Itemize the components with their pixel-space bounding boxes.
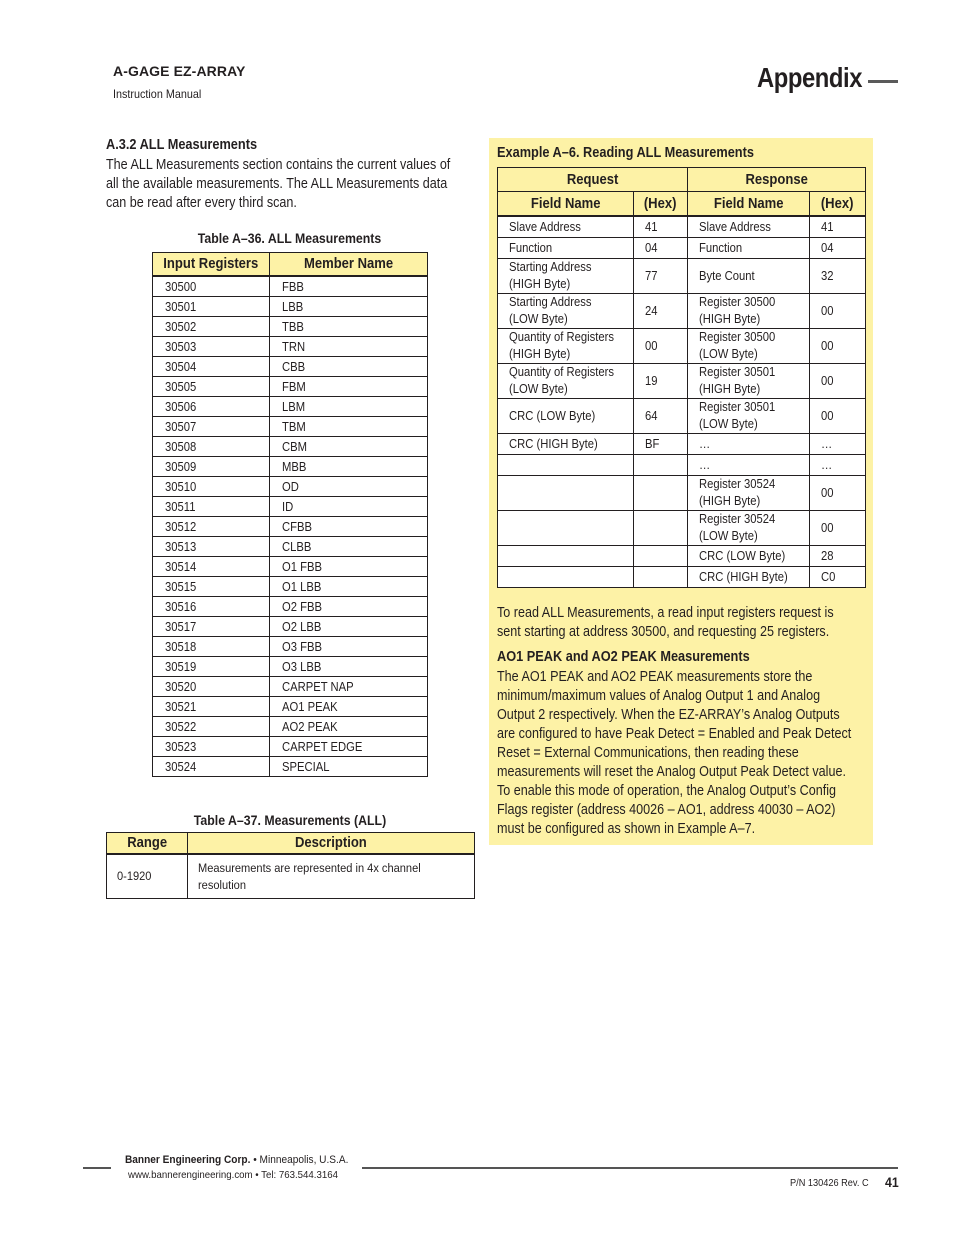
- member-cell: ID: [270, 497, 428, 517]
- request-hex-cell: [634, 455, 688, 476]
- table-row: [498, 546, 866, 567]
- example-title: Example A–6. Reading ALL Measurements: [497, 145, 754, 161]
- register-cell: 30507: [153, 417, 270, 437]
- register-cell: 30506: [153, 397, 270, 417]
- request-field-cell: Quantity of Registers (HIGH Byte): [498, 329, 634, 364]
- table-row: [153, 657, 428, 677]
- product-name: A-GAGE EZ-ARRAY: [113, 63, 246, 79]
- response-hex-cell: 04: [810, 238, 866, 259]
- column-header-range: Range: [107, 833, 188, 855]
- register-cell: 30521: [153, 697, 270, 717]
- table-row: [498, 399, 866, 434]
- response-field-cell: CRC (LOW Byte): [688, 546, 810, 567]
- request-hex-header: (Hex): [634, 192, 688, 217]
- table-row: [153, 317, 428, 337]
- request-field-cell: CRC (HIGH Byte): [498, 434, 634, 455]
- request-hex-cell: 19: [634, 364, 688, 399]
- table-row: [153, 457, 428, 477]
- table-row: [153, 357, 428, 377]
- section-heading: A.3.2 ALL Measurements: [106, 137, 258, 153]
- request-field-cell: [498, 476, 634, 511]
- table-row: [153, 417, 428, 437]
- company-location: • Minneapolis, U.S.A.: [250, 1154, 349, 1166]
- footer-rule-left: [83, 1167, 111, 1169]
- request-hex-cell: [634, 476, 688, 511]
- register-cell: 30523: [153, 737, 270, 757]
- table-row: [153, 737, 428, 757]
- member-cell: O3 FBB: [270, 637, 428, 657]
- member-cell: MBB: [270, 457, 428, 477]
- register-cell: 30500: [153, 276, 270, 297]
- member-cell: CLBB: [270, 537, 428, 557]
- register-cell: 30513: [153, 537, 270, 557]
- member-cell: LBM: [270, 397, 428, 417]
- register-cell: 30519: [153, 657, 270, 677]
- example-request-response-table: [497, 167, 866, 588]
- register-cell: 30511: [153, 497, 270, 517]
- member-cell: CARPET NAP: [270, 677, 428, 697]
- ao-peak-heading: AO1 PEAK and AO2 PEAK Measurements: [497, 649, 750, 665]
- member-cell: AO2 PEAK: [270, 717, 428, 737]
- table-row: [153, 757, 428, 777]
- column-header-description: Description: [188, 833, 475, 855]
- table-row: [153, 537, 428, 557]
- response-field-name-header: Field Name: [688, 192, 810, 217]
- range-cell: 0-1920: [107, 854, 188, 899]
- register-cell: 30516: [153, 597, 270, 617]
- response-hex-cell: 00: [810, 511, 866, 546]
- member-cell: O2 LBB: [270, 617, 428, 637]
- table-row: [153, 697, 428, 717]
- response-hex-cell: 32: [810, 259, 866, 294]
- response-hex-cell: 28: [810, 546, 866, 567]
- request-hex-cell: [634, 511, 688, 546]
- register-cell: 30515: [153, 577, 270, 597]
- register-cell: 30524: [153, 757, 270, 777]
- footer-company: [125, 1154, 348, 1166]
- request-group-header: Request: [498, 168, 688, 192]
- request-hex-cell: [634, 567, 688, 588]
- response-group-header: Response: [688, 168, 866, 192]
- table-row: [498, 364, 866, 399]
- response-field-cell: CRC (HIGH Byte): [688, 567, 810, 588]
- description-cell: Measurements are represented in 4x channel resolution: [188, 854, 475, 899]
- request-hex-cell: BF: [634, 434, 688, 455]
- register-cell: 30503: [153, 337, 270, 357]
- table-row: [153, 557, 428, 577]
- table-37-caption: Table A–37. Measurements (ALL): [193, 812, 387, 828]
- request-hex-cell: 00: [634, 329, 688, 364]
- register-cell: 30520: [153, 677, 270, 697]
- register-cell: 30504: [153, 357, 270, 377]
- response-field-cell: Register 30501 (HIGH Byte): [688, 364, 810, 399]
- table-row: [153, 397, 428, 417]
- member-cell: TBB: [270, 317, 428, 337]
- table-row: [153, 517, 428, 537]
- example-paragraph: To read ALL Measurements, a read input registers request is sent starting at address 30500, and requesting 25 registers.: [497, 605, 834, 640]
- ao-peak-body: The AO1 PEAK and AO2 PEAK measurements store the minimum/maximum values of Analog Output 1 and Analog Output 2 respectively. When the EZ-ARRAY’s Analog Outputs are configured to have Peak Detect = Enabled and Peak Detect Reset = External Communications, then reading these measurements will reset the Analog Output Peak Detect value. To enable this mode of operation, the Analog Output’s Config Flags register (address 40026 – AO1, address 40030 – AO2) must be configured as shown in Example A–7.: [497, 669, 852, 837]
- response-hex-cell: …: [810, 455, 866, 476]
- register-cell: 30518: [153, 637, 270, 657]
- response-hex-cell: 41: [810, 216, 866, 238]
- table-row: [153, 377, 428, 397]
- response-field-cell: …: [688, 434, 810, 455]
- member-cell: O1 LBB: [270, 577, 428, 597]
- request-field-name-header: Field Name: [498, 192, 634, 217]
- footer-contact: www.bannerengineering.com • Tel: 763.544.3164: [128, 1169, 338, 1181]
- request-field-cell: [498, 546, 634, 567]
- request-field-cell: Starting Address (LOW Byte): [498, 294, 634, 329]
- response-field-cell: Function: [688, 238, 810, 259]
- member-cell: O1 FBB: [270, 557, 428, 577]
- table-row: [498, 216, 866, 238]
- table-36-caption: Table A–36. ALL Measurements: [197, 230, 382, 246]
- section-title: Appendix: [757, 62, 863, 93]
- register-cell: 30505: [153, 377, 270, 397]
- request-field-cell: CRC (LOW Byte): [498, 399, 634, 434]
- member-cell: OD: [270, 477, 428, 497]
- manual-subtitle: Instruction Manual: [113, 87, 202, 101]
- all-measurements-table: [152, 252, 428, 777]
- response-hex-cell: 00: [810, 329, 866, 364]
- request-field-cell: [498, 455, 634, 476]
- register-cell: 30522: [153, 717, 270, 737]
- page-number: 41: [885, 1174, 899, 1190]
- table-row: [498, 238, 866, 259]
- table-row: [498, 511, 866, 546]
- table-row: [153, 337, 428, 357]
- request-hex-cell: 77: [634, 259, 688, 294]
- column-header-member-name: Member Name: [270, 253, 428, 277]
- member-cell: CBM: [270, 437, 428, 457]
- member-cell: TRN: [270, 337, 428, 357]
- table-row: [498, 434, 866, 455]
- member-cell: AO1 PEAK: [270, 697, 428, 717]
- response-hex-cell: 00: [810, 364, 866, 399]
- request-hex-cell: 41: [634, 216, 688, 238]
- request-hex-cell: 64: [634, 399, 688, 434]
- member-cell: O3 LBB: [270, 657, 428, 677]
- request-field-cell: [498, 511, 634, 546]
- response-field-cell: Byte Count: [688, 259, 810, 294]
- register-cell: 30512: [153, 517, 270, 537]
- request-hex-cell: [634, 546, 688, 567]
- table-row: [153, 637, 428, 657]
- register-cell: 30502: [153, 317, 270, 337]
- table-row: [498, 567, 866, 588]
- measurements-range-table: [106, 832, 475, 899]
- table-row: [107, 854, 475, 899]
- footer-rule-right: [362, 1167, 898, 1169]
- request-field-cell: Slave Address: [498, 216, 634, 238]
- response-field-cell: Register 30501 (LOW Byte): [688, 399, 810, 434]
- response-field-cell: Register 30500 (LOW Byte): [688, 329, 810, 364]
- register-cell: 30514: [153, 557, 270, 577]
- part-number: P/N 130426 Rev. C: [790, 1178, 869, 1189]
- member-cell: FBB: [270, 276, 428, 297]
- member-cell: O2 FBB: [270, 597, 428, 617]
- request-field-cell: Quantity of Registers (LOW Byte): [498, 364, 634, 399]
- table-row: [153, 617, 428, 637]
- member-cell: LBB: [270, 297, 428, 317]
- section-body: The ALL Measurements section contains the current values of all the available measurements. The ALL Measurements data can be read after every third scan.: [106, 157, 451, 211]
- register-cell: 30510: [153, 477, 270, 497]
- column-header-input-registers: Input Registers: [153, 253, 270, 277]
- member-cell: CARPET EDGE: [270, 737, 428, 757]
- response-field-cell: Register 30524 (HIGH Byte): [688, 476, 810, 511]
- response-field-cell: Slave Address: [688, 216, 810, 238]
- response-field-cell: Register 30500 (HIGH Byte): [688, 294, 810, 329]
- register-cell: 30517: [153, 617, 270, 637]
- response-hex-cell: …: [810, 434, 866, 455]
- response-field-cell: …: [688, 455, 810, 476]
- response-hex-cell: 00: [810, 294, 866, 329]
- register-cell: 30501: [153, 297, 270, 317]
- member-cell: SPECIAL: [270, 757, 428, 777]
- table-row: [153, 717, 428, 737]
- member-cell: FBM: [270, 377, 428, 397]
- register-cell: 30509: [153, 457, 270, 477]
- register-cell: 30508: [153, 437, 270, 457]
- request-hex-cell: 04: [634, 238, 688, 259]
- company-name: Banner Engineering Corp.: [125, 1154, 251, 1166]
- response-hex-cell: C0: [810, 567, 866, 588]
- member-cell: TBM: [270, 417, 428, 437]
- table-row: [153, 297, 428, 317]
- table-row: [498, 329, 866, 364]
- table-row: [153, 276, 428, 297]
- response-field-cell: Register 30524 (LOW Byte): [688, 511, 810, 546]
- request-hex-cell: 24: [634, 294, 688, 329]
- table-row: [498, 294, 866, 329]
- table-row: [153, 437, 428, 457]
- table-row: [498, 476, 866, 511]
- table-row: [153, 497, 428, 517]
- response-hex-cell: 00: [810, 476, 866, 511]
- response-hex-header: (Hex): [810, 192, 866, 217]
- member-cell: CFBB: [270, 517, 428, 537]
- member-cell: CBB: [270, 357, 428, 377]
- request-field-cell: Starting Address (HIGH Byte): [498, 259, 634, 294]
- table-row: [498, 259, 866, 294]
- table-row: [153, 597, 428, 617]
- header-rule: [868, 80, 898, 83]
- response-hex-cell: 00: [810, 399, 866, 434]
- table-row: [153, 677, 428, 697]
- table-row: [498, 455, 866, 476]
- request-field-cell: [498, 567, 634, 588]
- table-row: [153, 577, 428, 597]
- table-row: [153, 477, 428, 497]
- request-field-cell: Function: [498, 238, 634, 259]
